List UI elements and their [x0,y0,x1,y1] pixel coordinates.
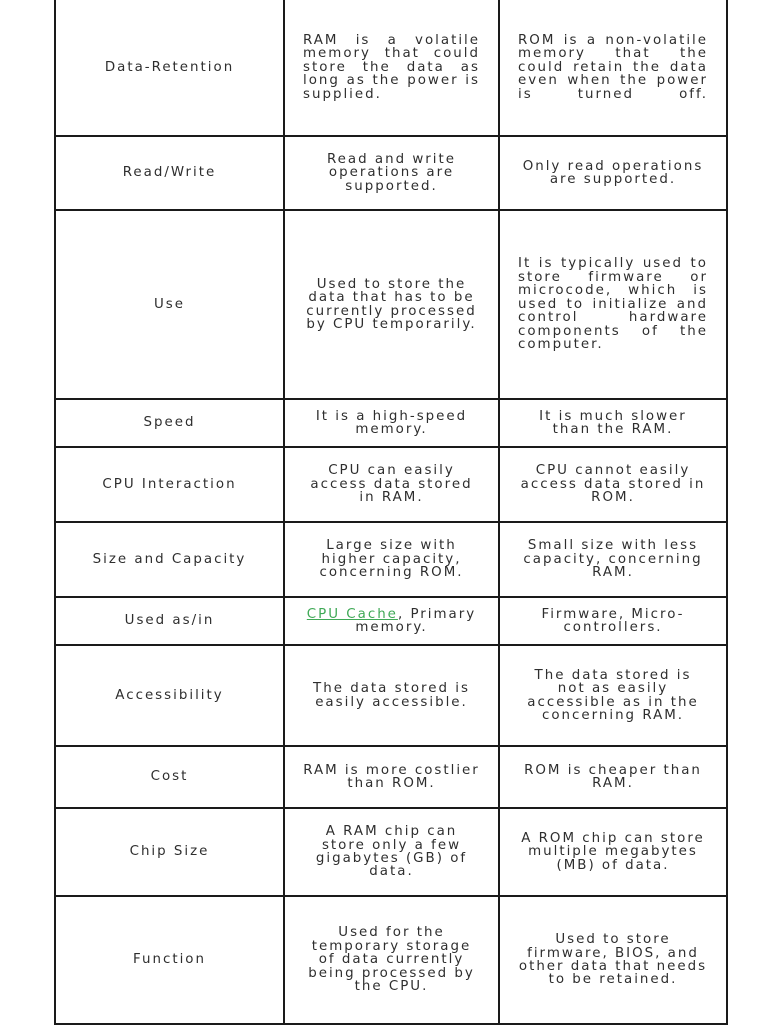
ram-cell: The data stored is easily accessible. [284,645,499,746]
table-row-cpu-interaction [55,447,727,522]
ram-cell: Used for the temporary storage of data currently being processed by the CPU. [284,896,499,1024]
feature-cell: Used as/in [55,597,284,645]
ram-cell: Used to store the data that has to be currently processed by CPU temporarily. [284,210,499,399]
ram-cell: Large size with higher capacity, concerning ROM. [284,522,499,597]
rom-cell: Firmware, Micro-controllers. [499,597,727,645]
feature-cell: Cost [55,746,284,808]
feature-cell: Speed [55,399,284,447]
table-row-used-as-in [55,597,727,645]
rom-cell: Small size with less capacity, concerning RAM. [499,522,727,597]
feature-cell: Data-Retention [55,0,284,136]
rom-cell: CPU cannot easily access data stored in ROM. [499,447,727,522]
rom-cell: It is much slower than the RAM. [499,399,727,447]
ram-cell [284,597,499,645]
ram-cell-text: , Primary memory. [355,606,477,635]
rom-cell: Only read operations are supported. [499,136,727,210]
cpu-cache-link[interactable]: CPU Cache [306,606,398,622]
feature-cell: Read/Write [55,136,284,210]
rom-cell: Used to store firmware, BIOS, and other data that needs to be retained. [499,896,727,1024]
rom-cell: A ROM chip can store multiple megabytes (MB) of data. [499,808,727,896]
rom-cell: ROM is cheaper than RAM. [499,746,727,808]
ram-rom-comparison-table [54,0,728,1025]
feature-cell: Size and Capacity [55,522,284,597]
feature-cell: CPU Interaction [55,447,284,522]
feature-cell: Use [55,210,284,399]
ram-cell: CPU can easily access data stored in RAM. [284,447,499,522]
table-row-data-retention [55,0,727,136]
table-row-chip-size [55,808,727,896]
table-row-accessibility [55,645,727,746]
rom-cell: It is typically used to store firmware or microcode, which is used to initialize and control hardware components of the computer. [499,210,727,399]
ram-cell: A RAM chip can store only a few gigabytes (GB) of data. [284,808,499,896]
table-row-speed [55,399,727,447]
feature-cell: Accessibility [55,645,284,746]
table-row-size-and-capacity [55,522,727,597]
feature-cell: Chip Size [55,808,284,896]
table-row-cost [55,746,727,808]
table-row-function [55,896,727,1024]
ram-cell: Read and write operations are supported. [284,136,499,210]
ram-cell: RAM is more costlier than ROM. [284,746,499,808]
ram-cell: It is a high-speed memory. [284,399,499,447]
table-row-read-write [55,136,727,210]
table-row-use [55,210,727,399]
ram-cell: RAM is a volatile memory that could store the data as long as the power is supplied. [284,0,499,136]
rom-cell: ROM is a non-volatile memory that the could retain the data even when the power is turned off. [499,0,727,136]
rom-cell: The data stored is not as easily accessible as in the concerning RAM. [499,645,727,746]
feature-cell: Function [55,896,284,1024]
